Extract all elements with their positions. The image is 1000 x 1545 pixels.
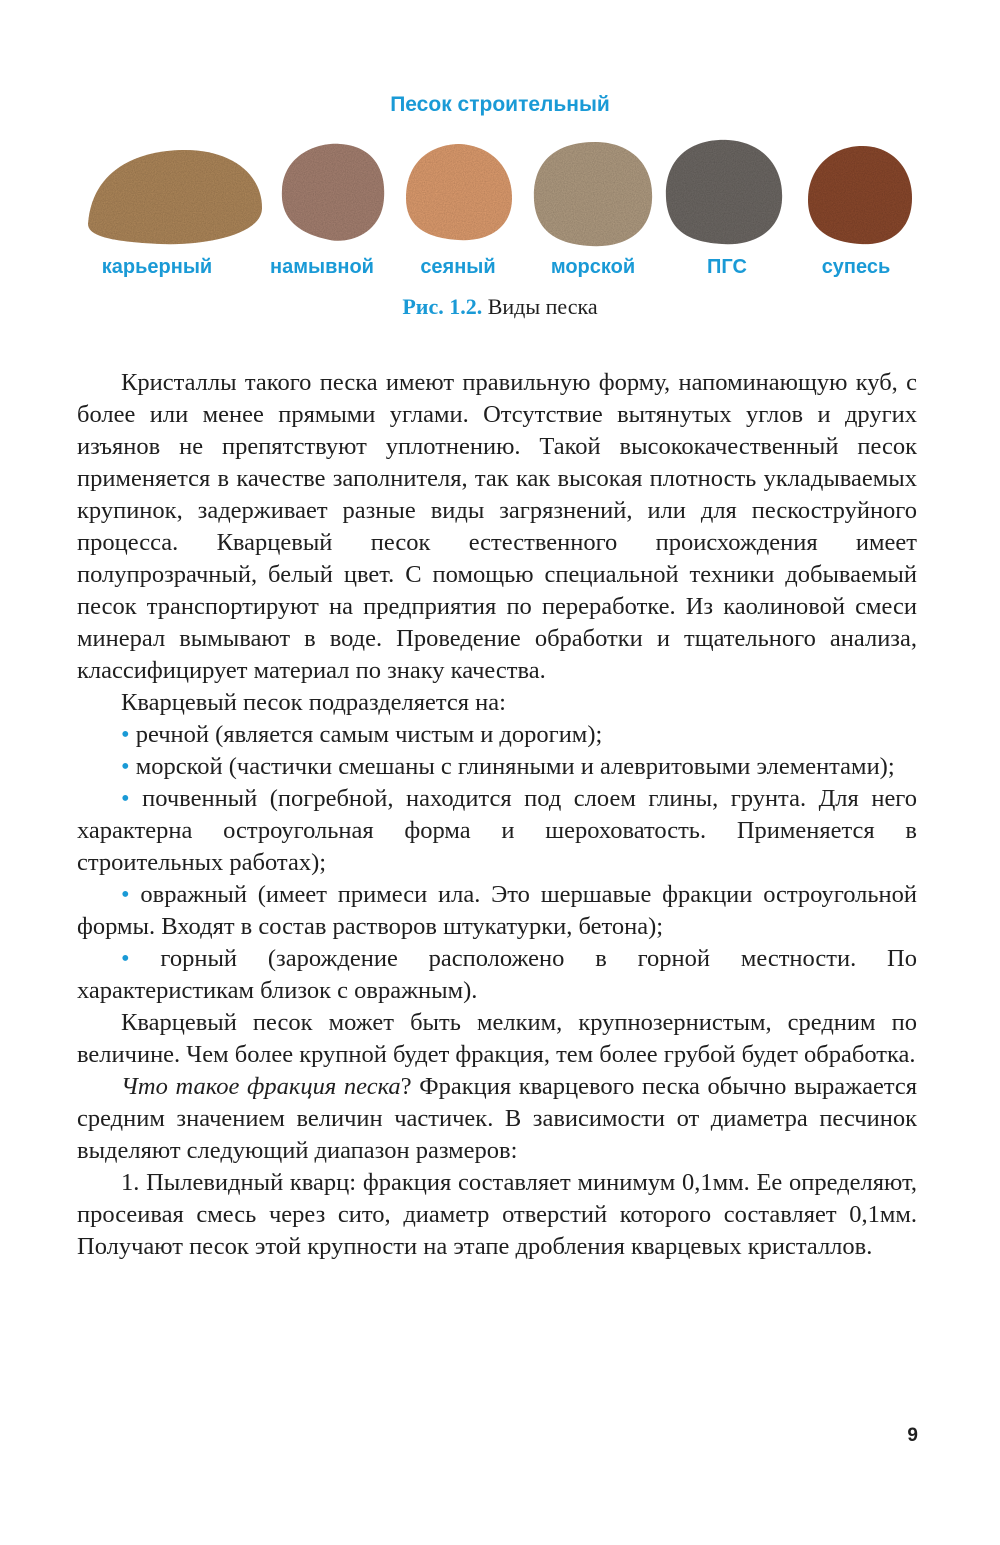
list-item-text: речной (является самым чистым и дорогим); bbox=[135, 721, 603, 748]
caption-text: Виды песка bbox=[482, 294, 598, 319]
sample-label: супесь bbox=[821, 256, 891, 278]
list-item-text: почвенный (погребной, находится под слоем глины, грунта. Для него характерна остроугольная форма и шероховатость. Применяется в строительных работах); bbox=[77, 785, 918, 876]
sand-samples-figure bbox=[0, 128, 1000, 258]
sea-sand-pile bbox=[534, 142, 652, 246]
sifted-sand-pile bbox=[406, 144, 512, 240]
paragraph: Кристаллы такого песка имеют правильную форму, напоминающую куб, с более или менее прямыми углами. Отсутствие вытянутых углов и других изъянов не препятствуют уплотнению. Такой высококачественный песок применяется в качестве заполнителя, так как высокая плотность укладываемых крупинок, задерживает разные виды загрязнений, или для пескоструйного процесса. Кварцевый песок естественного происхождения имеет полупрозрачный, белый цвет. С помощью специальной техники добываемый песок транспортируют на предприятия по переработке. Из каолиновой смеси минерал вымывают в воде. Проведение обработки и тщательного анализа, классифицирует материал по знаку качества. bbox=[77, 369, 917, 684]
bullet-icon: • bbox=[121, 721, 130, 748]
page-number: 9 bbox=[907, 1425, 918, 1446]
italic-question: Что такое фракция песка bbox=[121, 1073, 401, 1100]
bullet-icon: • bbox=[121, 753, 130, 780]
list-item bbox=[77, 943, 917, 1007]
sample-label: сеяный bbox=[420, 256, 496, 278]
caption-label: Рис. 1.2. bbox=[402, 294, 483, 319]
sample-label: карьерный bbox=[101, 256, 213, 278]
sand-gravel-mix-pile bbox=[666, 140, 782, 244]
sample-label: морской bbox=[550, 256, 636, 278]
list-item-text: овражный (имеет примеси ила. Это шершавые фракции остроугольной формы. Входят в состав растворов штукатурки, бетона); bbox=[77, 881, 917, 940]
paragraph-text: ? Фракция кварцевого песка обычно выражается средним значением величин частичек. В зависимости от диаметра песчинок выделяют следующий диапазон размеров: bbox=[77, 1073, 917, 1164]
body-text bbox=[77, 367, 917, 1263]
figure-title: Песок строительный bbox=[390, 93, 610, 116]
alluvial-sand-pile bbox=[282, 144, 384, 241]
quarry-sand-pile bbox=[88, 150, 262, 244]
list-item bbox=[77, 879, 917, 943]
sample-label: намывной bbox=[270, 256, 374, 278]
paragraph: Кварцевый песок подразделяется на: bbox=[121, 689, 506, 716]
figure-caption bbox=[0, 294, 1000, 320]
sample-label: ПГС bbox=[707, 256, 747, 278]
paragraph: Кварцевый песок может быть мелким, крупнозернистым, средним по величине. Чем более крупной будет фракция, тем более грубой будет обработка. bbox=[77, 1009, 917, 1068]
sandy-loam-pile bbox=[808, 146, 912, 244]
list-item-text: морской (частички смешаны с глиняными и алевритовыми элементами); bbox=[135, 753, 895, 780]
list-item bbox=[77, 783, 917, 879]
bullet-icon: • bbox=[121, 881, 130, 908]
list-item bbox=[77, 751, 917, 783]
paragraph bbox=[77, 1071, 917, 1167]
list-item bbox=[77, 719, 917, 751]
list-item-text: горный (зарождение расположено в горной местности. По характеристикам близок с овражным). bbox=[77, 945, 917, 1004]
paragraph: 1. Пылевидный кварц: фракция составляет минимум 0,1мм. Ее определяют, просеивая смесь через сито, диаметр отверстий которого составляет 0,1мм. Получают песок этой крупности на этапе дробления кварцевых кристаллов. bbox=[77, 1169, 917, 1260]
bullet-icon: • bbox=[121, 785, 130, 812]
bullet-icon: • bbox=[121, 945, 130, 972]
